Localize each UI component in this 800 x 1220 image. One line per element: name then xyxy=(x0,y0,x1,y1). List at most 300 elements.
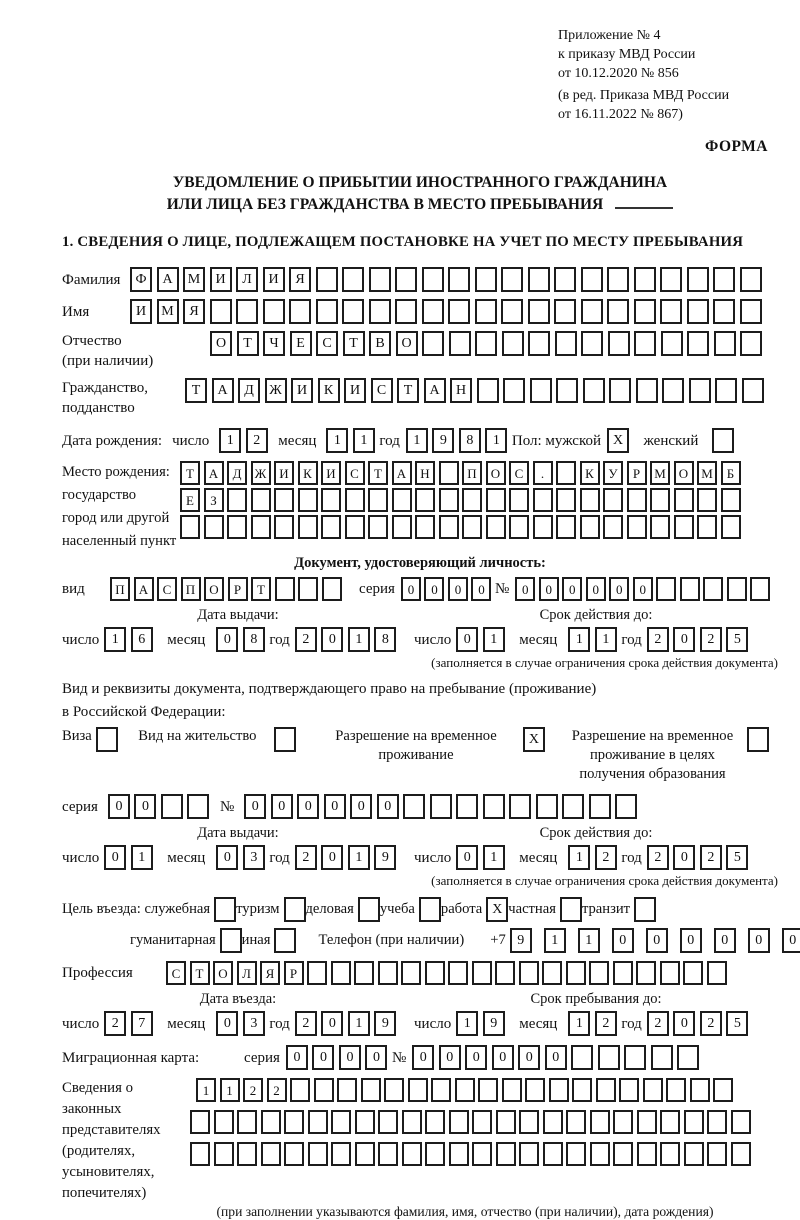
cell-box[interactable] xyxy=(627,488,647,512)
cell-box[interactable] xyxy=(275,577,295,601)
cell-box[interactable] xyxy=(590,1142,610,1166)
cell-box[interactable] xyxy=(455,1078,475,1102)
cell-box[interactable]: 3 xyxy=(243,845,265,870)
cell-box[interactable] xyxy=(190,1142,210,1166)
cell-box[interactable]: Ж xyxy=(251,461,271,485)
cell-box[interactable] xyxy=(237,1110,257,1134)
cell-box[interactable] xyxy=(298,515,318,539)
cell-box[interactable]: 0 xyxy=(216,627,238,652)
cell-box[interactable]: Л xyxy=(237,961,257,985)
cell-box[interactable] xyxy=(712,428,734,453)
cell-box[interactable] xyxy=(180,515,200,539)
cell-box[interactable] xyxy=(528,299,550,324)
cell-box[interactable]: 2 xyxy=(246,428,268,453)
cell-box[interactable]: 1 xyxy=(544,928,566,953)
cell-box[interactable] xyxy=(342,299,364,324)
cell-box[interactable] xyxy=(687,331,709,356)
cell-box[interactable] xyxy=(290,1078,310,1102)
cell-box[interactable] xyxy=(472,1142,492,1166)
cell-box[interactable]: 0 xyxy=(609,577,629,601)
cell-box[interactable]: Ж xyxy=(265,378,287,403)
cell-box[interactable]: 9 xyxy=(374,845,396,870)
cell-box[interactable] xyxy=(475,299,497,324)
cell-box[interactable] xyxy=(684,1110,704,1134)
cell-box[interactable] xyxy=(251,515,271,539)
cell-box[interactable] xyxy=(331,1110,351,1134)
cell-box[interactable] xyxy=(284,1142,304,1166)
cell-box[interactable] xyxy=(369,299,391,324)
purpose-work-checkbox[interactable] xyxy=(482,897,508,922)
cell-box[interactable] xyxy=(358,897,380,922)
cell-box[interactable]: 0 xyxy=(412,1045,434,1070)
cell-box[interactable] xyxy=(355,1110,375,1134)
cell-box[interactable] xyxy=(660,961,680,985)
cell-box[interactable] xyxy=(449,1110,469,1134)
cell-box[interactable]: X xyxy=(523,727,545,752)
cell-box[interactable]: Я xyxy=(289,267,311,292)
cell-box[interactable] xyxy=(713,267,735,292)
cell-box[interactable] xyxy=(566,1110,586,1134)
cell-box[interactable]: 9 xyxy=(432,428,454,453)
cell-box[interactable]: 0 xyxy=(401,577,421,601)
cell-box[interactable]: X xyxy=(486,897,508,922)
cell-box[interactable]: Н xyxy=(415,461,435,485)
cell-box[interactable] xyxy=(636,378,658,403)
cell-box[interactable] xyxy=(251,488,271,512)
cell-box[interactable] xyxy=(525,1078,545,1102)
cell-box[interactable] xyxy=(322,577,342,601)
cell-box[interactable] xyxy=(528,331,550,356)
cell-box[interactable] xyxy=(378,1142,398,1166)
cell-box[interactable]: В xyxy=(369,331,391,356)
cell-box[interactable] xyxy=(533,515,553,539)
cell-box[interactable]: М xyxy=(697,461,717,485)
purpose-official-checkbox[interactable] xyxy=(210,897,236,922)
cell-box[interactable] xyxy=(609,378,631,403)
cell-box[interactable] xyxy=(314,1078,334,1102)
cell-box[interactable] xyxy=(598,1045,620,1070)
cell-box[interactable] xyxy=(589,961,609,985)
cell-box[interactable] xyxy=(475,267,497,292)
cell-box[interactable]: 2 xyxy=(295,845,317,870)
cell-box[interactable] xyxy=(687,267,709,292)
cell-box[interactable] xyxy=(274,928,296,953)
cell-box[interactable]: И xyxy=(274,461,294,485)
cell-box[interactable] xyxy=(415,488,435,512)
cell-box[interactable]: 0 xyxy=(339,1045,361,1070)
cell-box[interactable]: 2 xyxy=(295,1011,317,1036)
cell-box[interactable] xyxy=(439,488,459,512)
cell-box[interactable] xyxy=(378,1110,398,1134)
cell-box[interactable] xyxy=(462,488,482,512)
cell-box[interactable] xyxy=(477,378,499,403)
cell-box[interactable] xyxy=(204,515,224,539)
cell-box[interactable] xyxy=(220,928,242,953)
cell-box[interactable] xyxy=(634,267,656,292)
cell-box[interactable] xyxy=(472,961,492,985)
cell-box[interactable]: З xyxy=(204,488,224,512)
cell-box[interactable] xyxy=(483,794,505,819)
cell-box[interactable]: Т xyxy=(237,331,259,356)
cell-box[interactable] xyxy=(316,299,338,324)
cell-box[interactable]: 1 xyxy=(483,627,505,652)
cell-box[interactable] xyxy=(607,299,629,324)
cell-box[interactable] xyxy=(562,794,584,819)
cell-box[interactable] xyxy=(721,515,741,539)
cell-box[interactable] xyxy=(395,267,417,292)
cell-box[interactable]: Л xyxy=(236,267,258,292)
cell-box[interactable]: 0 xyxy=(324,794,346,819)
cell-box[interactable]: 2 xyxy=(243,1078,263,1102)
cell-box[interactable]: 0 xyxy=(104,845,126,870)
cell-box[interactable] xyxy=(683,961,703,985)
cell-box[interactable]: И xyxy=(210,267,232,292)
cell-box[interactable]: О xyxy=(204,577,224,601)
cell-box[interactable]: О xyxy=(210,331,232,356)
cell-box[interactable]: 1 xyxy=(568,627,590,652)
cell-box[interactable] xyxy=(703,577,723,601)
cell-box[interactable]: 0 xyxy=(673,627,695,652)
cell-box[interactable]: 0 xyxy=(134,794,156,819)
cell-box[interactable] xyxy=(607,267,629,292)
cell-box[interactable] xyxy=(662,378,684,403)
cell-box[interactable]: 2 xyxy=(647,627,669,652)
cell-box[interactable] xyxy=(603,488,623,512)
cell-box[interactable] xyxy=(214,1142,234,1166)
cell-box[interactable] xyxy=(425,961,445,985)
cell-box[interactable]: 0 xyxy=(545,1045,567,1070)
cell-box[interactable] xyxy=(425,1142,445,1166)
cell-box[interactable]: 0 xyxy=(365,1045,387,1070)
cell-box[interactable] xyxy=(261,1110,281,1134)
cell-box[interactable]: 0 xyxy=(321,627,343,652)
cell-box[interactable] xyxy=(284,897,306,922)
cell-box[interactable] xyxy=(419,897,441,922)
residence-permit-checkbox[interactable] xyxy=(274,727,301,752)
cell-box[interactable] xyxy=(613,1110,633,1134)
cell-box[interactable] xyxy=(680,577,700,601)
cell-box[interactable]: О xyxy=(674,461,694,485)
cell-box[interactable] xyxy=(96,727,118,752)
cell-box[interactable]: К xyxy=(298,461,318,485)
cell-box[interactable] xyxy=(528,267,550,292)
cell-box[interactable]: 0 xyxy=(271,794,293,819)
cell-box[interactable] xyxy=(747,727,769,752)
cell-box[interactable]: 9 xyxy=(483,1011,505,1036)
cell-box[interactable] xyxy=(354,961,374,985)
cell-box[interactable]: 2 xyxy=(700,1011,722,1036)
cell-box[interactable]: Я xyxy=(260,961,280,985)
cell-box[interactable]: С xyxy=(316,331,338,356)
cell-box[interactable]: Т xyxy=(190,961,210,985)
cell-box[interactable] xyxy=(402,1110,422,1134)
cell-box[interactable] xyxy=(674,515,694,539)
cell-box[interactable] xyxy=(554,267,576,292)
cell-box[interactable]: 0 xyxy=(216,1011,238,1036)
cell-box[interactable]: 0 xyxy=(518,1045,540,1070)
cell-box[interactable]: 5 xyxy=(726,845,748,870)
cell-box[interactable]: М xyxy=(157,299,179,324)
cell-box[interactable]: 0 xyxy=(108,794,130,819)
cell-box[interactable] xyxy=(378,961,398,985)
cell-box[interactable]: 0 xyxy=(515,577,535,601)
cell-box[interactable] xyxy=(650,488,670,512)
cell-box[interactable] xyxy=(408,1078,428,1102)
cell-box[interactable]: 0 xyxy=(465,1045,487,1070)
cell-box[interactable] xyxy=(543,1110,563,1134)
cell-box[interactable] xyxy=(321,488,341,512)
cell-box[interactable] xyxy=(581,267,603,292)
cell-box[interactable] xyxy=(422,267,444,292)
cell-box[interactable] xyxy=(740,331,762,356)
cell-box[interactable] xyxy=(715,378,737,403)
cell-box[interactable] xyxy=(486,488,506,512)
cell-box[interactable]: 1 xyxy=(595,627,617,652)
cell-box[interactable] xyxy=(556,378,578,403)
cell-box[interactable] xyxy=(519,1110,539,1134)
cell-box[interactable]: 0 xyxy=(586,577,606,601)
cell-box[interactable]: 2 xyxy=(647,845,669,870)
cell-box[interactable] xyxy=(674,488,694,512)
cell-box[interactable] xyxy=(608,331,630,356)
cell-box[interactable] xyxy=(355,1142,375,1166)
cell-box[interactable] xyxy=(571,1045,593,1070)
cell-box[interactable]: 1 xyxy=(104,627,126,652)
cell-box[interactable]: 0 xyxy=(646,928,668,953)
cell-box[interactable] xyxy=(462,515,482,539)
cell-box[interactable]: 0 xyxy=(633,577,653,601)
cell-box[interactable] xyxy=(161,794,183,819)
cell-box[interactable] xyxy=(439,461,459,485)
cell-box[interactable]: 1 xyxy=(348,627,370,652)
cell-box[interactable] xyxy=(549,1078,569,1102)
cell-box[interactable]: С xyxy=(157,577,177,601)
cell-box[interactable]: X xyxy=(607,428,629,453)
cell-box[interactable]: 2 xyxy=(647,1011,669,1036)
cell-box[interactable] xyxy=(660,299,682,324)
cell-box[interactable] xyxy=(289,299,311,324)
cell-box[interactable]: Ф xyxy=(130,267,152,292)
cell-box[interactable]: 0 xyxy=(748,928,770,953)
cell-box[interactable]: 0 xyxy=(782,928,800,953)
cell-box[interactable]: А xyxy=(424,378,446,403)
cell-box[interactable]: 6 xyxy=(131,627,153,652)
temp-permit-checkbox[interactable] xyxy=(523,727,550,752)
cell-box[interactable] xyxy=(509,794,531,819)
cell-box[interactable] xyxy=(496,1142,516,1166)
cell-box[interactable]: У xyxy=(603,461,623,485)
cell-box[interactable] xyxy=(263,299,285,324)
cell-box[interactable] xyxy=(448,299,470,324)
cell-box[interactable]: 0 xyxy=(456,845,478,870)
cell-box[interactable] xyxy=(274,515,294,539)
cell-box[interactable] xyxy=(714,331,736,356)
cell-box[interactable] xyxy=(651,1045,673,1070)
cell-box[interactable]: К xyxy=(318,378,340,403)
cell-box[interactable]: 0 xyxy=(286,1045,308,1070)
cell-box[interactable] xyxy=(392,515,412,539)
cell-box[interactable] xyxy=(384,1078,404,1102)
cell-box[interactable] xyxy=(456,794,478,819)
purpose-other-checkbox[interactable] xyxy=(270,928,296,953)
cell-box[interactable]: И xyxy=(321,461,341,485)
cell-box[interactable]: 1 xyxy=(353,428,375,453)
cell-box[interactable]: 1 xyxy=(485,428,507,453)
cell-box[interactable] xyxy=(495,961,515,985)
cell-box[interactable]: Б xyxy=(721,461,741,485)
cell-box[interactable] xyxy=(449,1142,469,1166)
cell-box[interactable] xyxy=(392,488,412,512)
cell-box[interactable]: 0 xyxy=(312,1045,334,1070)
cell-box[interactable] xyxy=(713,299,735,324)
cell-box[interactable] xyxy=(530,378,552,403)
cell-box[interactable]: Н xyxy=(450,378,472,403)
cell-box[interactable] xyxy=(684,1142,704,1166)
cell-box[interactable] xyxy=(227,515,247,539)
cell-box[interactable] xyxy=(369,267,391,292)
cell-box[interactable] xyxy=(519,1142,539,1166)
cell-box[interactable]: 9 xyxy=(374,1011,396,1036)
cell-box[interactable] xyxy=(627,515,647,539)
cell-box[interactable] xyxy=(361,1078,381,1102)
cell-box[interactable] xyxy=(603,515,623,539)
cell-box[interactable]: 2 xyxy=(104,1011,126,1036)
cell-box[interactable] xyxy=(731,1110,751,1134)
cell-box[interactable] xyxy=(448,267,470,292)
cell-box[interactable]: 5 xyxy=(726,627,748,652)
cell-box[interactable] xyxy=(689,378,711,403)
cell-box[interactable] xyxy=(556,461,576,485)
purpose-private-checkbox[interactable] xyxy=(556,897,582,922)
cell-box[interactable] xyxy=(284,1110,304,1134)
cell-box[interactable] xyxy=(643,1078,663,1102)
cell-box[interactable]: 1 xyxy=(196,1078,216,1102)
cell-box[interactable] xyxy=(580,515,600,539)
cell-box[interactable] xyxy=(261,1142,281,1166)
cell-box[interactable]: 0 xyxy=(456,627,478,652)
cell-box[interactable] xyxy=(509,488,529,512)
cell-box[interactable]: М xyxy=(183,267,205,292)
cell-box[interactable] xyxy=(237,1142,257,1166)
cell-box[interactable]: 7 xyxy=(131,1011,153,1036)
cell-box[interactable]: 2 xyxy=(595,845,617,870)
cell-box[interactable] xyxy=(345,488,365,512)
cell-box[interactable] xyxy=(401,961,421,985)
cell-box[interactable] xyxy=(727,577,747,601)
cell-box[interactable]: 1 xyxy=(578,928,600,953)
cell-box[interactable]: Е xyxy=(180,488,200,512)
cell-box[interactable] xyxy=(581,331,603,356)
cell-box[interactable] xyxy=(542,961,562,985)
cell-box[interactable] xyxy=(660,1142,680,1166)
cell-box[interactable]: К xyxy=(580,461,600,485)
cell-box[interactable]: Р xyxy=(284,961,304,985)
cell-box[interactable]: О xyxy=(213,961,233,985)
purpose-transit-checkbox[interactable] xyxy=(630,897,656,922)
cell-box[interactable] xyxy=(472,1110,492,1134)
cell-box[interactable] xyxy=(707,1110,727,1134)
cell-box[interactable] xyxy=(190,1110,210,1134)
cell-box[interactable] xyxy=(496,1110,516,1134)
cell-box[interactable] xyxy=(475,331,497,356)
cell-box[interactable] xyxy=(596,1078,616,1102)
cell-box[interactable]: С xyxy=(166,961,186,985)
cell-box[interactable]: Т xyxy=(397,378,419,403)
cell-box[interactable] xyxy=(298,577,318,601)
cell-box[interactable]: И xyxy=(344,378,366,403)
cell-box[interactable] xyxy=(636,961,656,985)
cell-box[interactable] xyxy=(619,1078,639,1102)
cell-box[interactable] xyxy=(589,794,611,819)
cell-box[interactable]: М xyxy=(650,461,670,485)
cell-box[interactable]: А xyxy=(212,378,234,403)
cell-box[interactable] xyxy=(214,1110,234,1134)
cell-box[interactable] xyxy=(368,488,388,512)
cell-box[interactable]: 2 xyxy=(700,627,722,652)
cell-box[interactable]: 2 xyxy=(595,1011,617,1036)
cell-box[interactable]: 0 xyxy=(612,928,634,953)
cell-box[interactable]: 0 xyxy=(350,794,372,819)
cell-box[interactable] xyxy=(613,961,633,985)
cell-box[interactable]: Е xyxy=(290,331,312,356)
cell-box[interactable] xyxy=(566,961,586,985)
cell-box[interactable] xyxy=(501,267,523,292)
cell-box[interactable]: 0 xyxy=(714,928,736,953)
cell-box[interactable]: 1 xyxy=(219,428,241,453)
cell-box[interactable] xyxy=(342,267,364,292)
cell-box[interactable]: 9 xyxy=(510,928,532,953)
cell-box[interactable] xyxy=(543,1142,563,1166)
cell-box[interactable] xyxy=(566,1142,586,1166)
cell-box[interactable] xyxy=(449,331,471,356)
cell-box[interactable]: П xyxy=(110,577,130,601)
cell-box[interactable] xyxy=(331,961,351,985)
cell-box[interactable]: 2 xyxy=(295,627,317,652)
cell-box[interactable]: 0 xyxy=(448,577,468,601)
cell-box[interactable] xyxy=(425,1110,445,1134)
cell-box[interactable] xyxy=(501,299,523,324)
cell-box[interactable]: И xyxy=(130,299,152,324)
cell-box[interactable]: 0 xyxy=(562,577,582,601)
cell-box[interactable] xyxy=(502,331,524,356)
cell-box[interactable] xyxy=(583,378,605,403)
cell-box[interactable] xyxy=(210,299,232,324)
cell-box[interactable] xyxy=(637,1110,657,1134)
cell-box[interactable]: Т xyxy=(185,378,207,403)
cell-box[interactable]: С xyxy=(345,461,365,485)
cell-box[interactable] xyxy=(556,515,576,539)
cell-box[interactable] xyxy=(422,331,444,356)
cell-box[interactable]: 1 xyxy=(348,1011,370,1036)
cell-box[interactable]: 2 xyxy=(267,1078,287,1102)
cell-box[interactable]: Р xyxy=(627,461,647,485)
cell-box[interactable]: И xyxy=(291,378,313,403)
cell-box[interactable]: 0 xyxy=(539,577,559,601)
cell-box[interactable] xyxy=(560,897,582,922)
cell-box[interactable]: Я xyxy=(183,299,205,324)
cell-box[interactable]: П xyxy=(181,577,201,601)
purpose-business-checkbox[interactable] xyxy=(354,897,380,922)
cell-box[interactable] xyxy=(448,961,468,985)
cell-box[interactable]: О xyxy=(396,331,418,356)
cell-box[interactable] xyxy=(422,299,444,324)
cell-box[interactable] xyxy=(697,515,717,539)
cell-box[interactable]: 0 xyxy=(680,928,702,953)
cell-box[interactable] xyxy=(661,331,683,356)
cell-box[interactable] xyxy=(634,331,656,356)
cell-box[interactable] xyxy=(274,488,294,512)
cell-box[interactable] xyxy=(431,1078,451,1102)
